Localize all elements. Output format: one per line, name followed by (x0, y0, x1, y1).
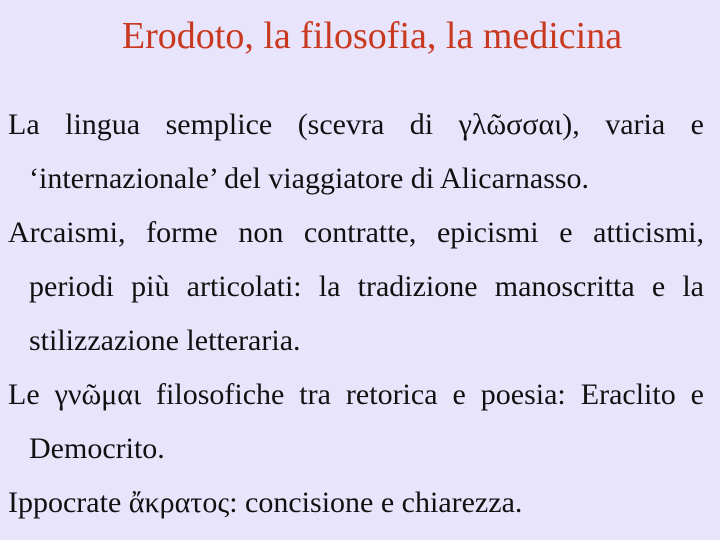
paragraph-language: La lingua semplice (scevra di γλῶσσαι), varia e ‘internazionale’ del viaggiatore di Alicarnasso. (8, 108, 704, 195)
paragraph-hippocrates: Ippocrate ἄκρατος: concisione e chiarezza. (8, 486, 523, 519)
paragraph-gnomai: Le γνῶμαι filosofiche tra retorica e poesia: Eraclito e Democrito. (8, 378, 704, 465)
slide-title: Erodoto, la filosofia, la medicina (121, 15, 623, 57)
paragraph-archaisms: Arcaismi, forme non contratte, epicismi e atticismi, periodi più articolati: la tradizione manoscritta e la stilizzazione letteraria. (8, 216, 704, 357)
slide-body (8, 98, 704, 530)
